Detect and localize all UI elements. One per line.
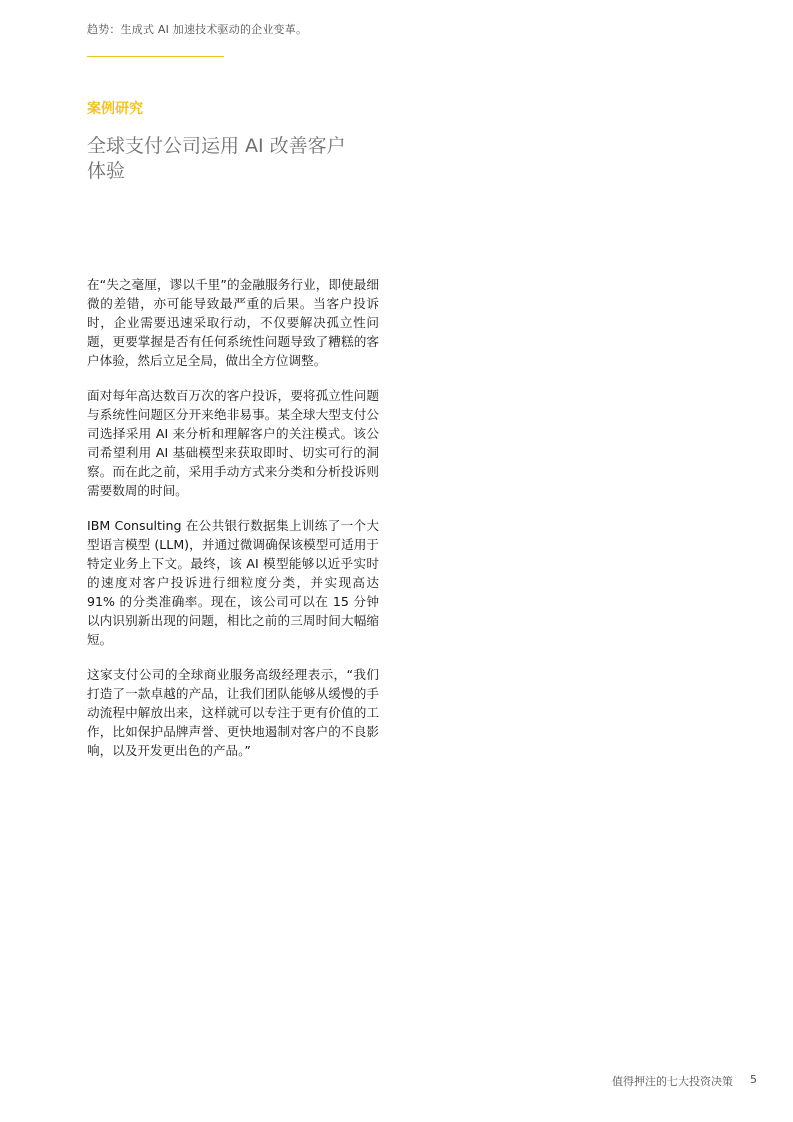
body-paragraph-2: 面对每年高达数百万次的客户投诉，要将孤立性问题与系统性问题区分开来绝非易事。某全球大型支付公司选择采用 AI 来分析和理解客户的关注模式。该公司希望利用 AI 基础模型来获取即时、切实可行的洞察。而在此之前，采用手动方式来分类和分析投诉则需要数周的时间。 [87, 388, 379, 498]
running-header: 趋势：生成式 AI 加速技术驱动的企业变革。 [87, 23, 308, 36]
accent-divider [87, 56, 224, 57]
page-title: 全球支付公司运用 AI 改善客户体验 [87, 135, 346, 182]
section-label: 案例研究 [87, 101, 143, 117]
footer-document-title: 值得押注的七大投资决策 [612, 1075, 733, 1088]
body-paragraph-4: 这家支付公司的全球商业服务高级经理表示，“我们打造了一款卓越的产品，让我们团队能够从缓慢的手动流程中解放出来，这样就可以专注于更有价值的工作，比如保护品牌声誉、更快地遏制对客户的不良影响，以及开发更出色的产品。” [87, 667, 379, 758]
body-paragraph-1: 在“失之毫厘，谬以千里”的金融服务行业，即使最细微的差错，亦可能导致最严重的后果。当客户投诉时，企业需要迅速采取行动，不仅要解决孤立性问题，更要掌握是否有任何系统性问题导致了糟糕的客户体验，然后立足全局，做出全方位调整。 [87, 277, 379, 368]
page-number: 5 [750, 1073, 757, 1086]
body-paragraph-3: IBM Consulting 在公共银行数据集上训练了一个大型语言模型 (LLM)，并通过微调确保该模型可适用于特定业务上下文。最终，该 AI 模型能够以近乎实时的速度对客户投诉进行细粒度分类，并实现高达 91% 的分类准确率。现在，该公司可以在 15 分钟以内识别新出现的问题，相比之前的三周时间大幅缩短。 [87, 518, 379, 647]
body-text-column [87, 275, 379, 776]
